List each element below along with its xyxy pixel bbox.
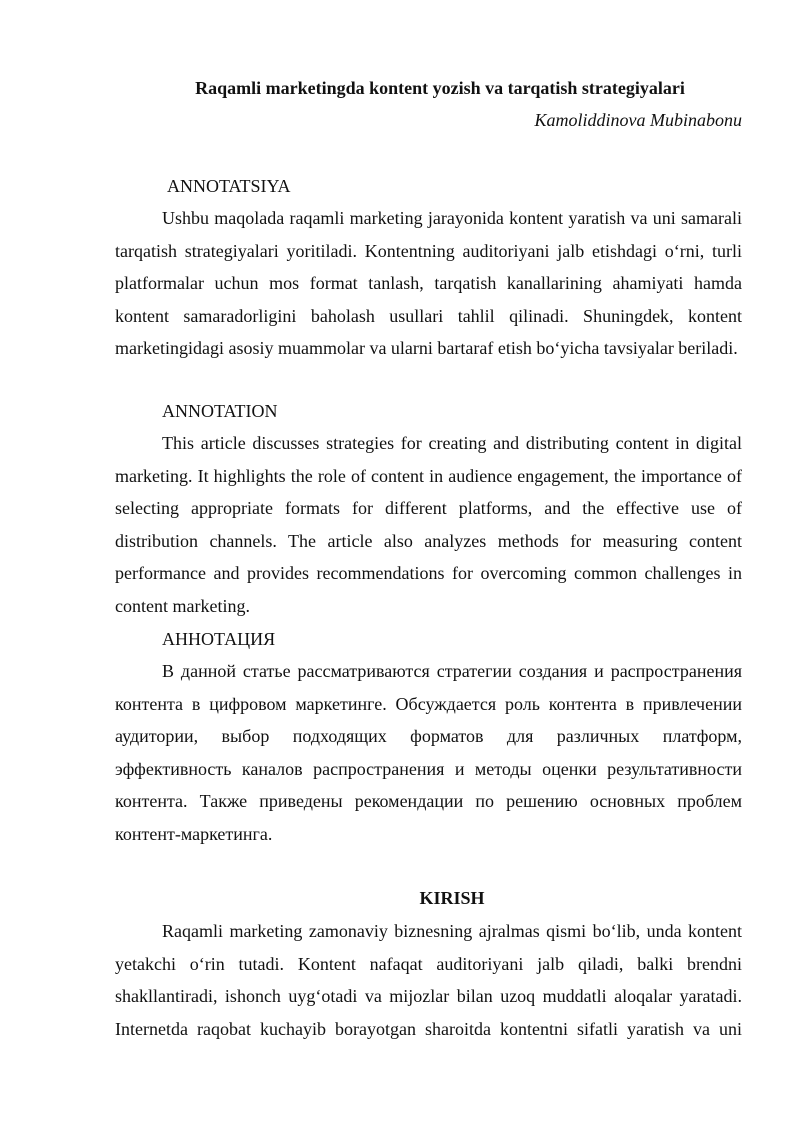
abstract-heading-en: ANNOTATION [162, 401, 278, 421]
abstract-text-uz: Ushbu maqolada raqamli marketing jarayonida kontent yaratish va uni samarali tarqatish strategiyalari yoritiladi. Kontentning auditoriyani jalb etishdagi o‘rni, turli platformalar uchun mos format tanlash, tarqatish kanallarining ahamiyati hamda kontent samaradorligini baholash usullari tahlil qilinadi. Shuningdek, kontent marketingidagi asosiy muammolar va ularni bartaraf etish bo‘yicha tavsiyalar beriladi. [115, 208, 742, 358]
abstract-heading-ru: АННОТАЦИЯ [162, 629, 276, 649]
section-text-introduction: Raqamli marketing zamonaviy biznesning ajralmas qismi bo‘lib, unda kontent yetakchi o‘rin tutadi. Kontent nafaqat auditoriyani jalb qiladi, balki brendni shakllantiradi, ishonch uyg‘otadi va mijozlar bilan uzoq muddatli aloqalar yaratadi. Internetda raqobat kuchayib borayotgan sharoitda kontentni sifatli yaratish va uni [115, 921, 742, 1039]
abstract-text-ru: В данной статье рассматриваются стратегии создания и распространения контента в цифровом маркетинге. Обсуждается роль контента в привлечении аудитории, выбор подходящих форматов для различных платформ, эффективность каналов распространения и методы оценки результативности контента. Также приведены рекомендации по решению основных проблем контент-маркетинга. [115, 661, 742, 844]
author-name: Kamoliddinova Mubinabonu [534, 110, 742, 130]
section-heading-introduction: KIRISH [419, 888, 485, 908]
abstract-heading-uz: ANNOTATSIYA [167, 176, 291, 196]
paper-title: Raqamli marketingda kontent yozish va tarqatish strategiyalari [195, 78, 685, 98]
abstract-text-en: This article discusses strategies for creating and distributing content in digital marketing. It highlights the role of content in audience engagement, the importance of selecting appropriate formats for different platforms, and the effective use of distribution channels. The article also analyzes methods for measuring content performance and provides recommendations for overcoming common challenges in content marketing. [115, 433, 742, 616]
